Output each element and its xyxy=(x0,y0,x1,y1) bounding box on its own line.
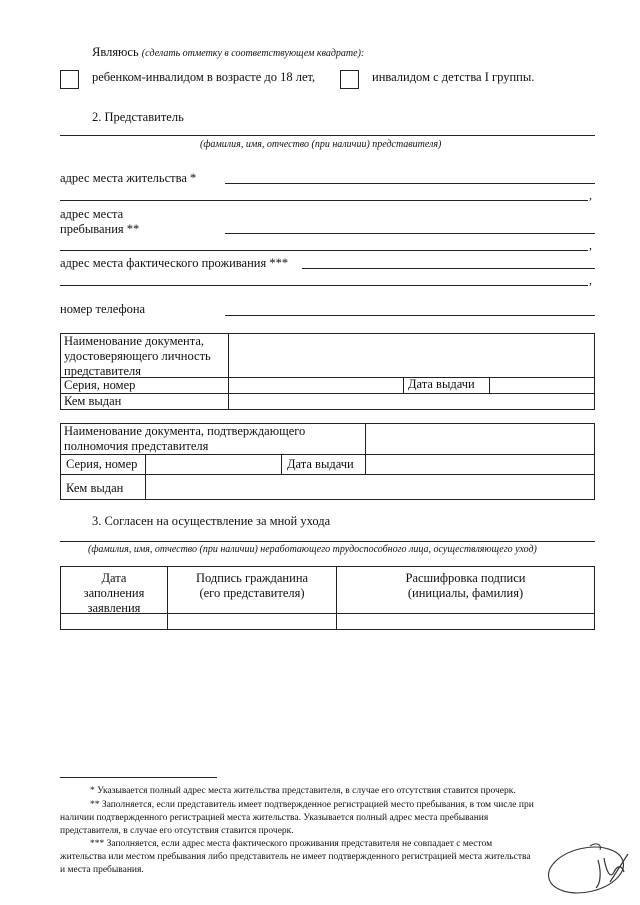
checkbox-disabled-since-childhood[interactable] xyxy=(340,70,359,89)
representative-name-line[interactable] xyxy=(60,135,595,136)
auth-date-label: Дата выдачи xyxy=(287,457,354,471)
status-hint: (сделать отметку в соответствующем квадрате): xyxy=(141,48,365,59)
id-date-label: Дата выдачи xyxy=(408,377,475,391)
auth-date-value[interactable] xyxy=(365,454,595,475)
footnote-3-line-2: жительства или местом пребывания либо представитель не имеет подтвержденного регистрацией места жительства xyxy=(60,852,531,862)
checkbox-disabled-child[interactable] xyxy=(60,70,79,89)
residence-address-line-2[interactable] xyxy=(60,200,588,201)
signature-decoding-value[interactable] xyxy=(336,613,595,630)
id-doc-name-label: Наименование документа, удостоверяющего личность представителя xyxy=(64,334,211,378)
id-doc-name-value[interactable] xyxy=(228,333,595,378)
actual-address-label: адрес места фактического проживания *** xyxy=(60,256,289,270)
footnote-3-line-1: *** Заполняется, если адрес места фактического проживания представителя не совпадает с местом xyxy=(90,839,493,849)
stay-address-line-2[interactable] xyxy=(60,250,588,251)
auth-issuer-value[interactable] xyxy=(145,474,595,500)
phone-line[interactable] xyxy=(225,315,595,316)
residence-address-label: адрес места жительства * xyxy=(60,171,197,185)
footnote-2-line-1: ** Заполняется, если представитель имеет подтвержденное регистрацией место пребывания, в том числе при xyxy=(90,800,534,810)
id-issuer-value[interactable] xyxy=(228,393,595,410)
status-label: Являюсь xyxy=(92,45,139,59)
option-disabled-since-childhood-label: инвалидом с детства I группы. xyxy=(372,70,535,84)
caregiver-name-caption: (фамилия, имя, отчество (при наличии) неработающего трудоспособного лица, осуществляющего уход) xyxy=(88,544,537,555)
footnote-1: * Указывается полный адрес места жительства представителя, в случае его отсутствия ставится прочерк. xyxy=(90,786,516,796)
comma-1: , xyxy=(589,188,592,202)
footnote-2-line-2: наличии подтвержденного регистрацией места жительства. Указывается полный адрес места пребывания xyxy=(60,813,489,823)
option-disabled-child-label: ребенком-инвалидом в возрасте до 18 лет, xyxy=(92,70,316,84)
id-date-value[interactable] xyxy=(489,377,595,394)
fill-date-header-text: Дата заполнения заявления xyxy=(83,571,145,615)
signature-decoding-header-text: Расшифровка подписи (инициалы, фамилия) xyxy=(405,571,526,600)
signature-header-text: Подпись гражданина (его представителя) xyxy=(195,571,309,600)
id-series-value[interactable] xyxy=(228,377,404,394)
section2-heading: 2. Представитель xyxy=(92,110,184,124)
id-issuer-label: Кем выдан xyxy=(64,394,122,408)
auth-issuer-label: Кем выдан xyxy=(66,481,124,495)
actual-address-line[interactable] xyxy=(302,268,595,269)
footnote-separator xyxy=(60,777,217,778)
phone-label: номер телефона xyxy=(60,302,146,316)
stay-address-label: адрес места пребывания ** xyxy=(60,207,140,236)
fill-date-value[interactable] xyxy=(60,613,168,630)
auth-series-label: Серия, номер xyxy=(66,457,138,471)
auth-series-value[interactable] xyxy=(145,454,282,475)
footnote-3-line-3: и места пребывания. xyxy=(60,865,144,875)
comma-3: , xyxy=(589,273,592,287)
caregiver-name-line[interactable] xyxy=(60,541,595,542)
footnote-2-line-3: представителя, в случае его отсутствия ставится прочерк. xyxy=(60,826,294,836)
id-series-label: Серия, номер xyxy=(64,378,136,392)
actual-address-line-2[interactable] xyxy=(60,285,588,286)
auth-doc-name-label: Наименование документа, подтверждающего полномочия представителя xyxy=(64,424,306,453)
auth-doc-name-value[interactable] xyxy=(365,423,595,455)
representative-name-caption: (фамилия, имя, отчество (при наличии) представителя) xyxy=(200,139,442,150)
stay-address-line[interactable] xyxy=(225,233,595,234)
status-intro xyxy=(92,45,364,60)
section3-heading: 3. Согласен на осуществление за мной ухода xyxy=(92,514,331,528)
signature-value[interactable] xyxy=(167,613,337,630)
comma-2: , xyxy=(589,238,592,252)
residence-address-line[interactable] xyxy=(225,183,595,184)
handwritten-signature xyxy=(540,836,634,900)
